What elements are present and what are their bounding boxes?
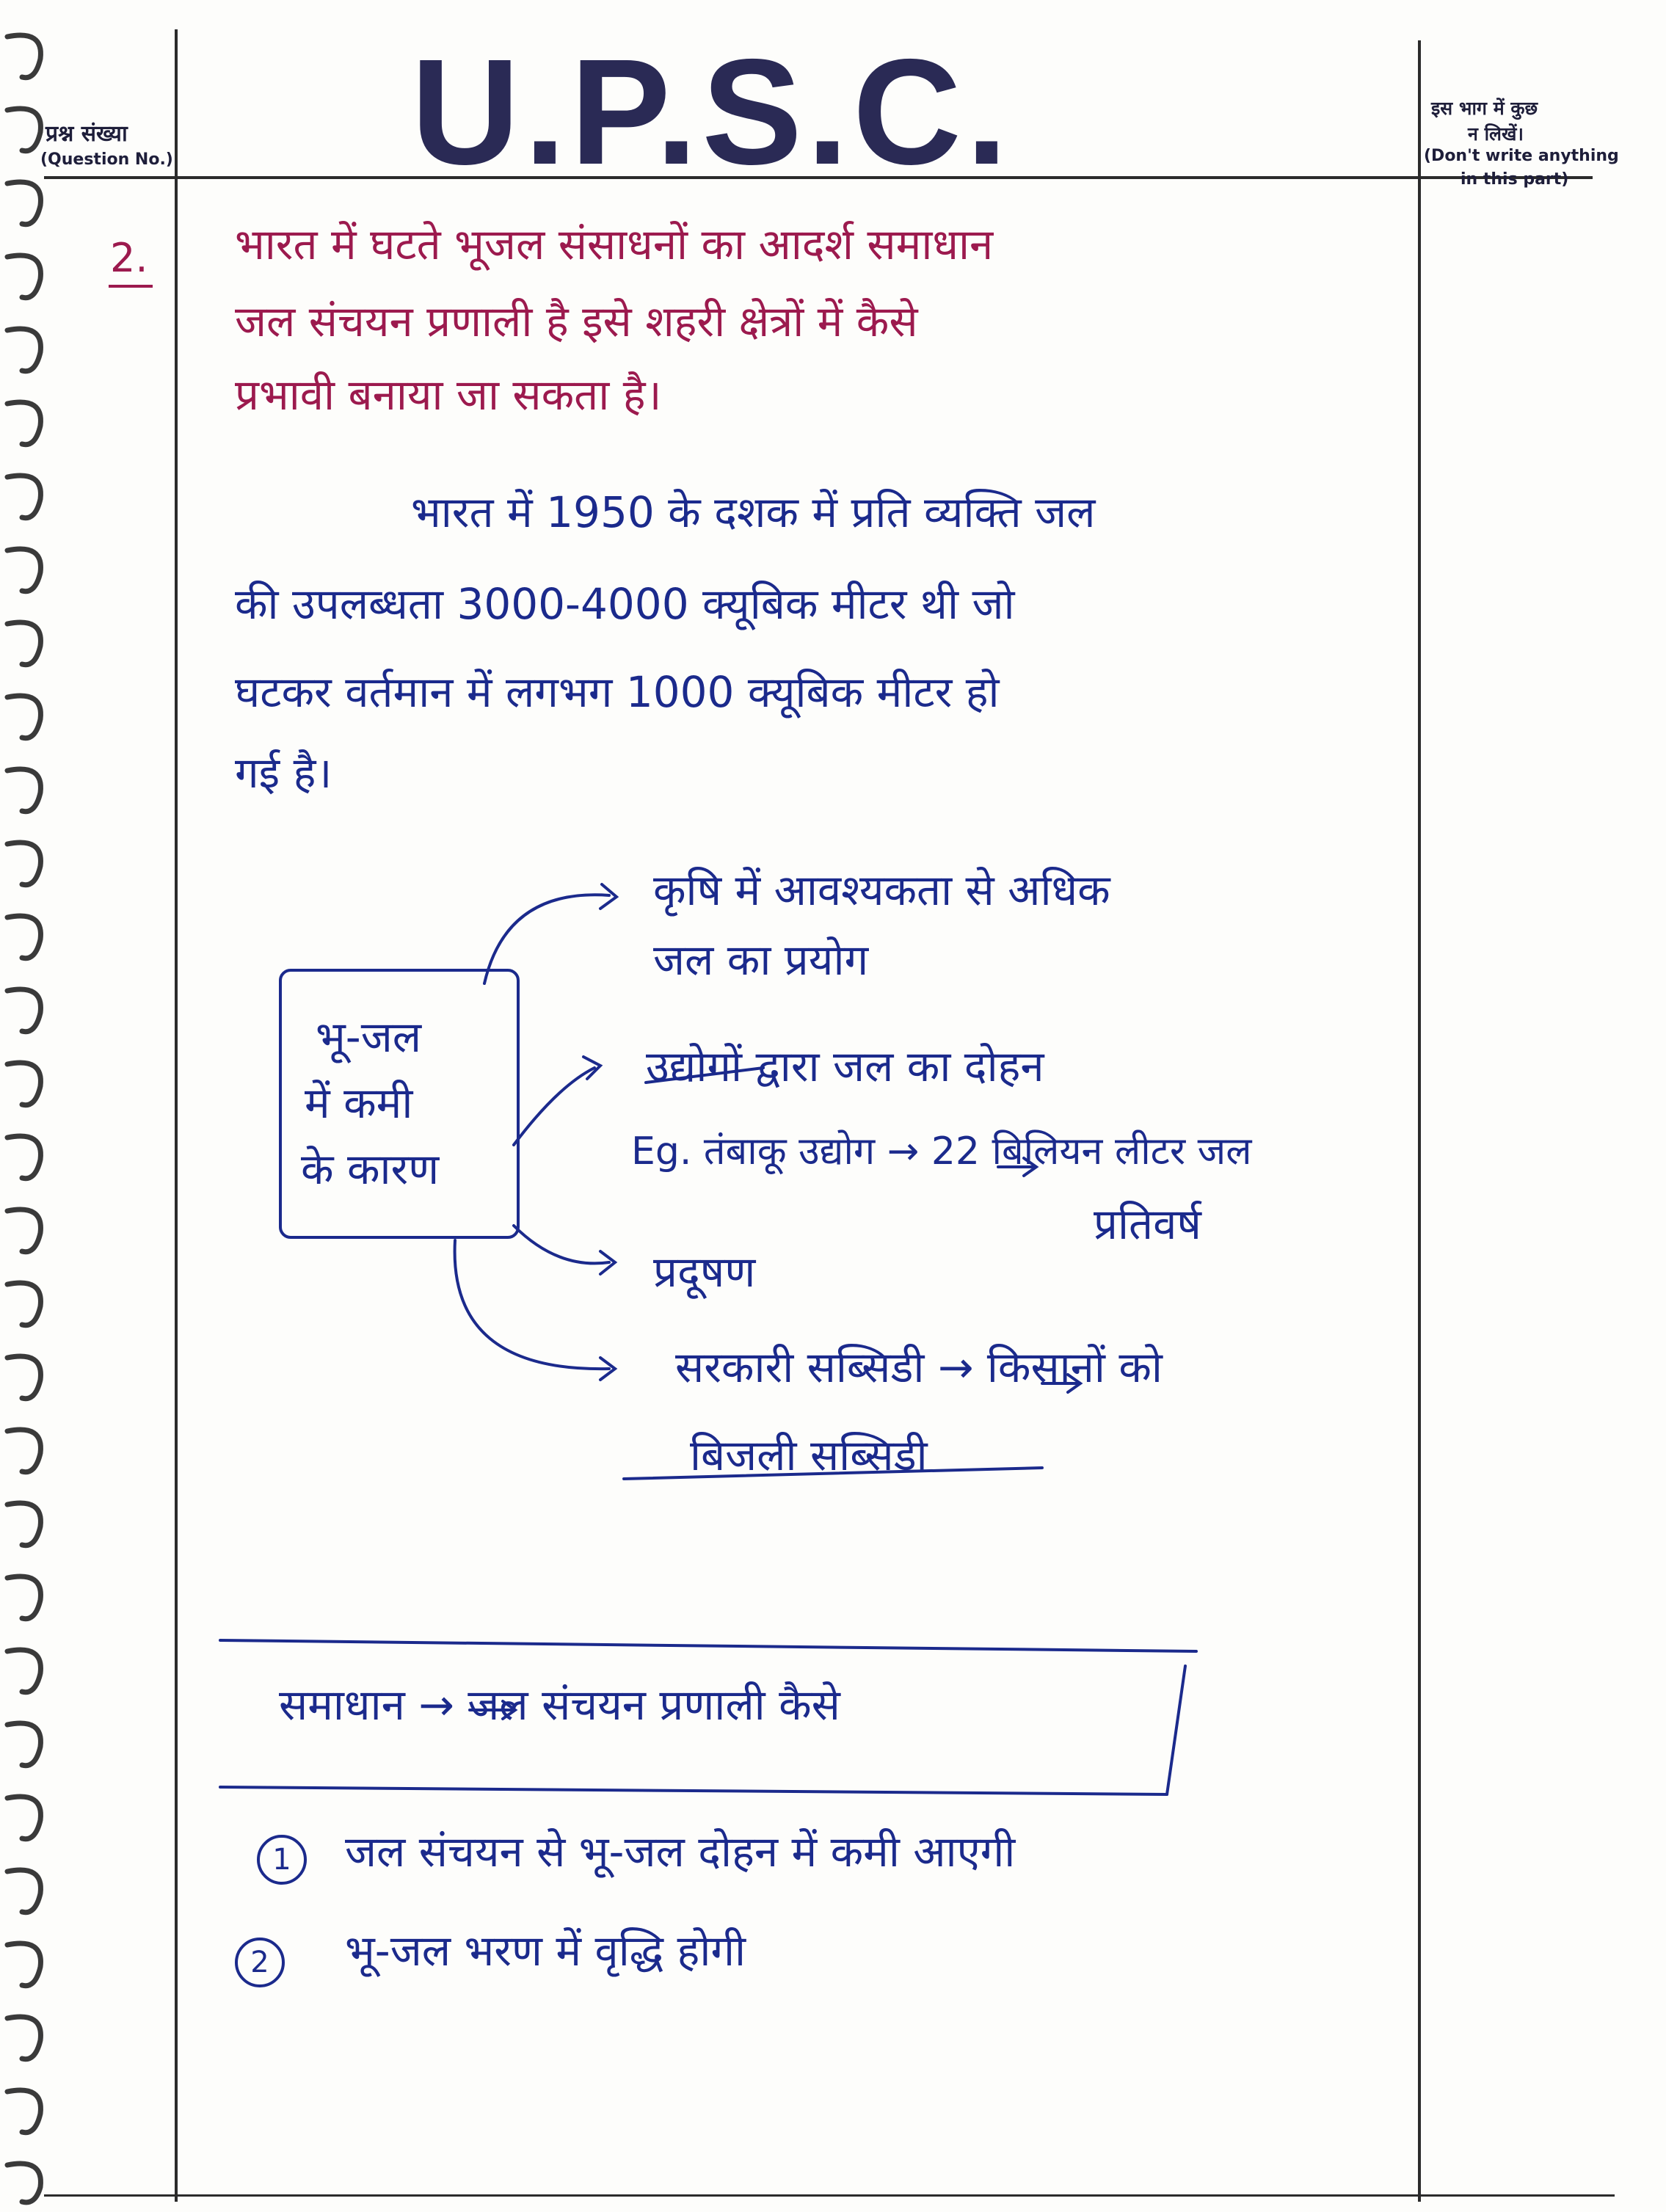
question-number: 2. (110, 235, 148, 281)
question-line-2: जल संचयन प्रणाली है इसे शहरी क्षेत्रों में कैसे (235, 296, 918, 346)
question-line-1: भारत में घटते भूजल संसाधनों का आदर्श समाधान (235, 219, 994, 269)
intro-line-2: की उपलब्धता 3000-4000 क्यूबिक मीटर थी जो (235, 579, 1015, 629)
branch-agriculture-line-1: कृषि में आवश्यकता से अधिक (653, 865, 1110, 915)
page-title: U.P.S.C. (411, 28, 1012, 196)
branch-subsidy-line-2: बिजली सब्सिडी (690, 1430, 928, 1480)
solution-text: समाधान → जल संचयन प्रणाली कैसे (279, 1680, 840, 1730)
diagram-center-line-1: भू-जल (316, 1012, 422, 1062)
branch-agriculture-line-2: जल का प्रयोग (653, 935, 869, 985)
question-line-3: प्रभावी बनाया जा सकता है। (235, 370, 662, 420)
margin-note-en-2: in this part) (1461, 170, 1569, 189)
point-1-text: जल संचयन से भू-जल दोहन में कमी आएगी (345, 1827, 1016, 1877)
intro-line-1: भारत में 1950 के दशक में प्रति व्यक्ति जल (411, 487, 1096, 537)
point-2-text: भू-जल भरण में वृद्धि होगी (345, 1926, 746, 1976)
branch-industry-line-2: Eg. तंबाकू उद्योग → 22 बिलियन लीटर जल (631, 1129, 1252, 1174)
margin-note-en-1: (Don't write anything (1424, 147, 1619, 165)
intro-line-4: गई है। (235, 748, 332, 798)
branch-pollution: प्रदूषण (653, 1247, 756, 1297)
branch-industry-line-3: प्रतिवर्ष (1094, 1199, 1201, 1249)
question-no-label-en: (Question No.) (40, 150, 173, 169)
margin-note-hi-2: न लिखें। (1468, 123, 1524, 145)
intro-line-3: घटकर वर्तमान में लगभग 1000 क्यूबिक मीटर हो (235, 667, 1000, 717)
point-1-number: 1 (257, 1835, 307, 1885)
branch-subsidy-line-1: सरकारी सब्सिडी → किसानों को (675, 1342, 1163, 1392)
diagram-center-line-3: के कारण (301, 1144, 440, 1194)
point-2-number: 2 (235, 1938, 285, 1987)
branch-industry-line-1: उद्योगों द्वारा जल का दोहन (646, 1041, 1044, 1091)
margin-note-hi-1: इस भाग में कुछ (1431, 98, 1538, 119)
diagram-center-line-2: में कमी (305, 1078, 413, 1128)
question-no-label-hi: प्रश्न संख्या (46, 121, 128, 147)
